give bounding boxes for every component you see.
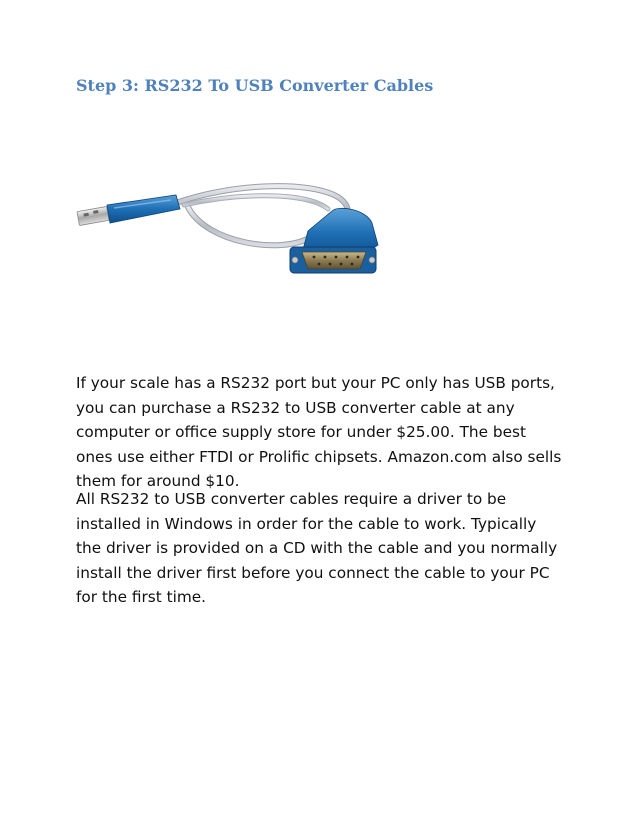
section-heading: Step 3: RS232 To USB Converter Cables xyxy=(76,76,434,95)
paragraph-usb-ports: If your scale has a RS232 port but your PC only has USB ports, you can purchase a RS232 to USB converter cable at any computer or office supply store for under $25.00. The best ones use either FTDI or Prolific chipsets. Amazon.com also sells them for around $10. xyxy=(76,374,562,490)
usb-plug xyxy=(77,195,180,225)
cable-image xyxy=(76,165,396,290)
usb-to-serial-cable-illustration xyxy=(76,165,396,290)
paragraph-driver-install: All RS232 to USB converter cables require a driver to be installed in Windows in order for the cable to work. Typically the driver is provided on a CD with the cable and you normally install the driver first before you connect the cable to your PC for the first time. xyxy=(76,490,558,606)
